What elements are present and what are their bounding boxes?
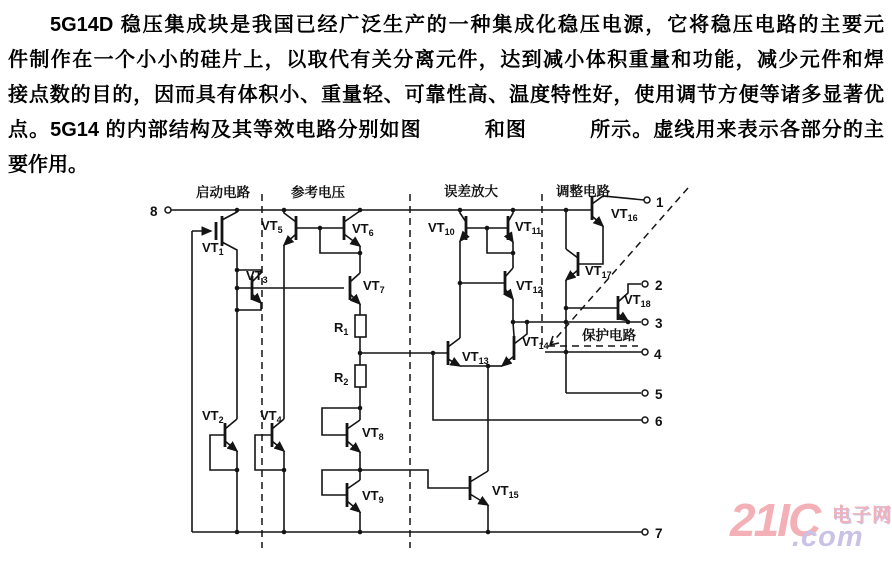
- paragraph-line-4: 点。5G14 的内部结构及其等效电路分别如图 和图 所示。虚线用来表示各部分的主: [8, 119, 884, 141]
- junction-dot: [564, 320, 569, 325]
- section-label-regulator: 调整电路: [556, 184, 610, 199]
- wire: [255, 435, 284, 470]
- paragraph-line-1: 5G14D 稳压集成块是我国已经广泛生产的一种集成化稳压电源，它将稳压电路的主要元: [50, 14, 884, 36]
- transistor-label-VT15: $VT_{15}$: [492, 483, 519, 500]
- transistor-label-VT13: $VT_{13}$: [462, 349, 489, 366]
- junction-dot: [358, 406, 363, 411]
- emitter-arrow-wire: [618, 314, 628, 321]
- terminal-5-pad: [642, 390, 648, 396]
- terminal-1-pad: [644, 197, 650, 203]
- wire: [222, 210, 237, 220]
- terminal-8-label: 8: [150, 204, 158, 219]
- wire: [347, 420, 360, 429]
- terminal-8-pad: [165, 207, 171, 213]
- junction-dot: [282, 530, 287, 535]
- junction-dot: [458, 281, 463, 286]
- section-label-startup: 启动电路: [196, 185, 250, 200]
- terminal-4-label: 4: [654, 347, 662, 362]
- emitter-arrow-wire: [225, 441, 237, 451]
- emitter-arrow-wire: [592, 216, 603, 226]
- transistor-label-VT18: $VT_{18}$: [624, 292, 651, 309]
- resistor-R2: [355, 365, 366, 387]
- junction-dot: [458, 208, 463, 213]
- wire: [222, 242, 237, 270]
- junction-dot: [235, 468, 240, 473]
- junction-dot: [235, 308, 240, 313]
- circuit-labels: [196, 183, 651, 505]
- wire: [284, 210, 296, 222]
- section-label-reference: 参考电压: [291, 185, 345, 200]
- watermark-brand: 21IC: [730, 494, 820, 546]
- terminal-5-label: 5: [655, 387, 663, 402]
- emitter-arrow-wire: [284, 234, 296, 245]
- transistor-label-VT16: $VT_{16}$: [611, 206, 638, 223]
- emitter-arrow-wire: [448, 359, 460, 366]
- junction-dot: [282, 468, 287, 473]
- terminal-6-label: 6: [655, 414, 663, 429]
- junction-dot: [525, 320, 530, 325]
- terminal-1-label: 1: [656, 195, 664, 210]
- junction-dot: [235, 530, 240, 535]
- paragraph-line-2: 件制作在一个小小的硅片上，以取代有关分离元件，达到减小体积重量和功能，减少元件和焊: [8, 49, 884, 71]
- terminal-4-pad: [642, 349, 648, 355]
- emitter-arrow-wire: [566, 270, 578, 280]
- resistor-R1: [355, 315, 366, 337]
- transistor-label-VT1: $VT_1$: [202, 240, 224, 257]
- transistor-label-VT9: $VT_9$: [362, 488, 384, 505]
- wire: [360, 470, 470, 488]
- junction-dot: [485, 226, 490, 231]
- wire: [225, 419, 237, 429]
- transistor-label-VT12: $VT_{12}$: [516, 278, 543, 295]
- transistor-label-VT5: $VT_5$: [261, 218, 283, 235]
- wire: [470, 471, 488, 482]
- terminal-7-pad: [642, 529, 648, 535]
- junction-dot: [431, 351, 436, 356]
- transistor-label-VT8: $VT_8$: [362, 425, 384, 442]
- emitter-arrow-wire: [272, 441, 284, 451]
- terminal-2-pad: [642, 281, 648, 287]
- wire: [448, 338, 460, 347]
- junction-dot: [564, 350, 569, 355]
- emitter-arrow-wire: [347, 441, 360, 452]
- junction-dot: [235, 208, 240, 213]
- transistor-label-VT2: $VT_2$: [202, 408, 224, 425]
- terminal-2-label: 2: [655, 278, 663, 293]
- junction-dot: [358, 251, 363, 256]
- watermark-site-name: 电子网: [831, 505, 892, 526]
- junction-dot: [235, 286, 240, 291]
- emitter-arrow-wire: [347, 501, 360, 512]
- wire: [350, 273, 360, 282]
- emitter-arrow-wire: [502, 356, 514, 366]
- junction-dot: [511, 251, 516, 256]
- circuit-section-dividers: [262, 188, 688, 548]
- junction-dot: [358, 208, 363, 213]
- transistor-label-VT17: $VT_{17}$: [585, 263, 612, 280]
- junction-dot: [358, 468, 363, 473]
- terminal-6-pad: [642, 417, 648, 423]
- junction-dot: [626, 320, 631, 325]
- wire: [322, 408, 360, 435]
- junction-dot: [511, 208, 516, 213]
- junction-dot: [235, 268, 240, 273]
- junction-dot: [564, 306, 569, 311]
- circuit-terminals: [150, 195, 664, 541]
- section-label-error-amp: 误差放大: [444, 184, 498, 199]
- emitter-arrow-wire: [470, 494, 488, 505]
- wire: [237, 303, 261, 310]
- transistor-label-VT7: $VT_7$: [363, 278, 385, 295]
- transistor-label-VT3: $VT_3$: [246, 268, 268, 285]
- emitter-arrow-wire: [350, 294, 360, 304]
- junction-dot: [318, 226, 323, 231]
- junction-dot: [358, 530, 363, 535]
- junction-dot: [486, 530, 491, 535]
- wire: [322, 470, 360, 495]
- wire: [566, 249, 578, 258]
- paragraph-line-5: 要作用。: [8, 154, 88, 176]
- transistor-label-VT14: $VT_{14}$: [522, 334, 549, 351]
- transistor-label-VT10: $VT_{10}$: [428, 220, 455, 237]
- junction-dot: [358, 351, 363, 356]
- wire: [347, 480, 360, 489]
- watermark-suffix: .com: [792, 521, 864, 553]
- section-label-protection: 保护电路: [582, 328, 636, 343]
- wire: [578, 226, 603, 264]
- transistor-label-VT11: $VT_{11}$: [515, 219, 542, 236]
- circuit-wires: [171, 196, 644, 532]
- wire: [210, 435, 237, 470]
- transistor-label-VT4: $VT_4$: [260, 408, 282, 425]
- junction-dot: [282, 208, 287, 213]
- resistor-label-R1: $R_1$: [334, 320, 349, 337]
- junction-dot: [511, 320, 516, 325]
- terminal-3-pad: [642, 319, 648, 325]
- paragraph-line-3: 接点数的目的，因而具有体积小、重量轻、可靠性高、温度特性好，使用调节方便等诸多显著优: [8, 84, 884, 106]
- transistor-label-VT6: $VT_6$: [352, 221, 374, 238]
- terminal-7-label: 7: [655, 526, 663, 541]
- junction-dot: [564, 208, 569, 213]
- terminal-3-label: 3: [655, 316, 663, 331]
- watermark: [726, 494, 892, 559]
- resistor-label-R2: $R_2$: [334, 370, 349, 387]
